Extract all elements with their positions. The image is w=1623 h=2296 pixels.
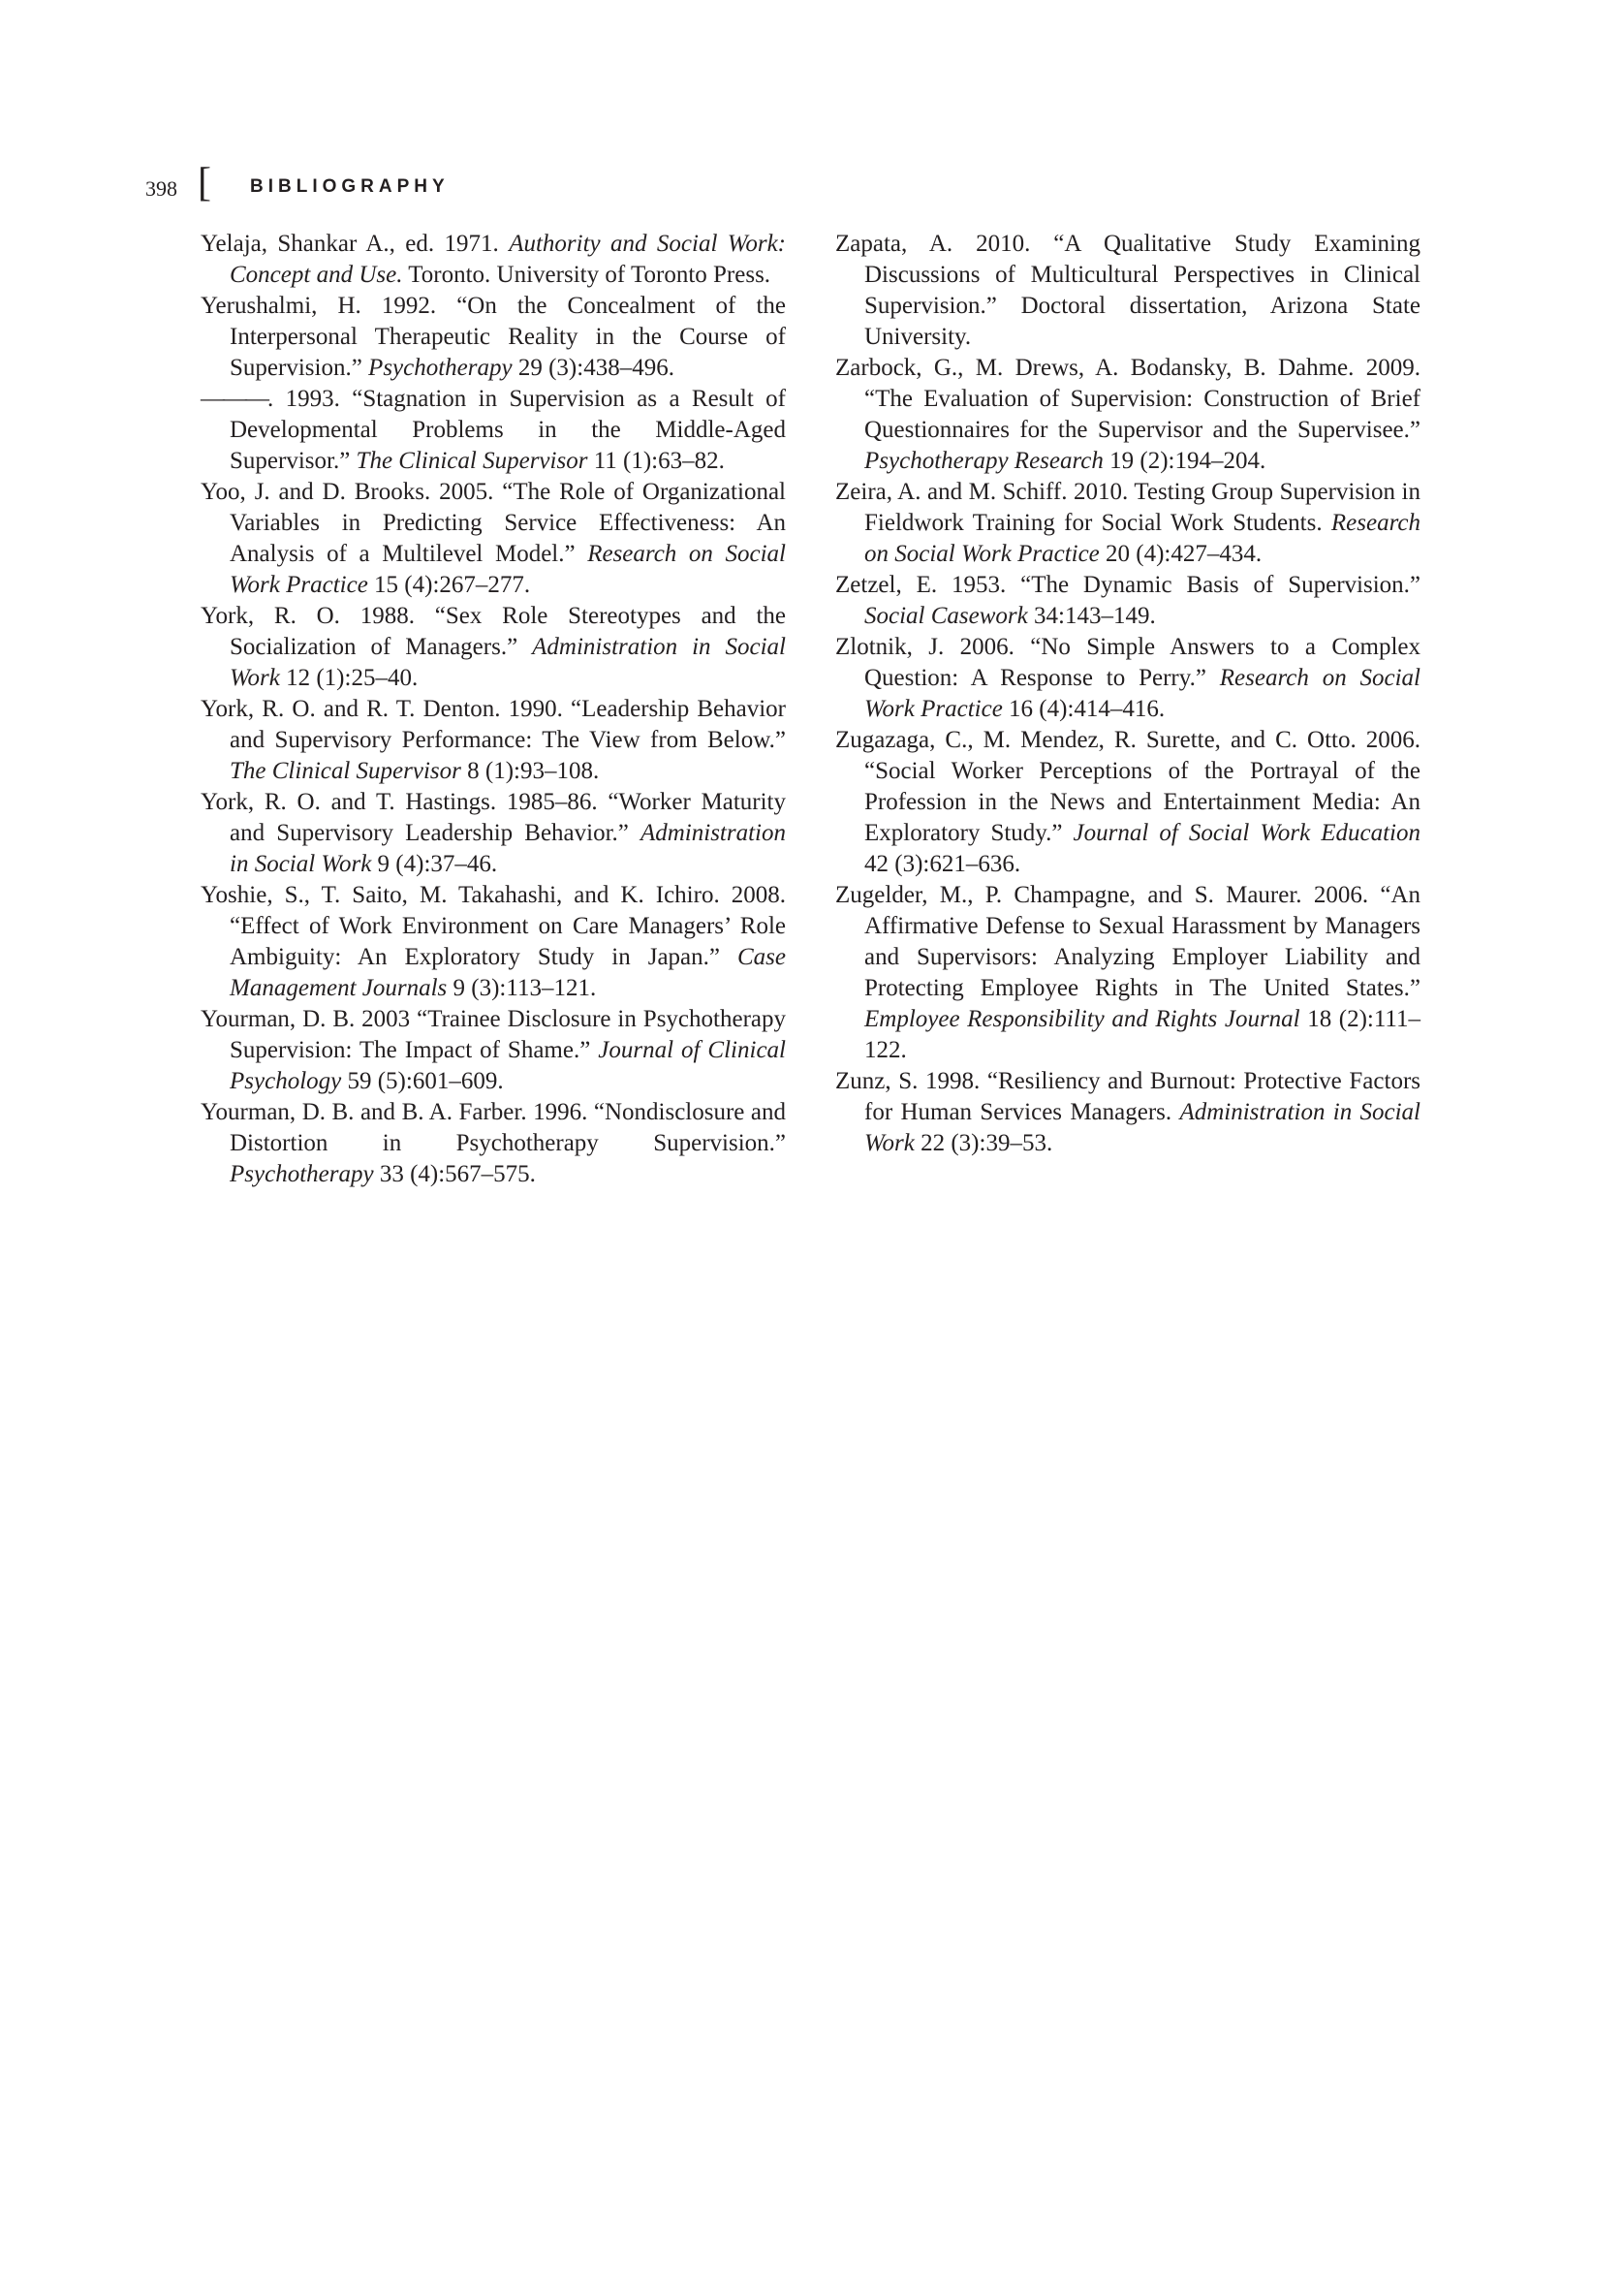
entry-text: Zlotnik, J. 2006. “No Simple Answers to a Complex Question: A Response to Perry.” (835, 634, 1420, 691)
entry-text: 34:143–149. (1027, 603, 1156, 629)
entry-source-title: Research on Social Work Practice (864, 510, 1420, 567)
bibliography-entry (835, 570, 1420, 632)
entry-text: Toronto. University of Toronto Press. (402, 262, 771, 288)
entry-source-title: Social Casework (864, 603, 1028, 629)
entry-source-title: Administration in Social Work (230, 820, 786, 877)
bibliography-entry (201, 880, 786, 1004)
section-title: BIBLIOGRAPHY (250, 176, 450, 197)
entry-text: 42 (3):621–636. (864, 851, 1021, 877)
entry-text: York, R. O. and R. T. Denton. 1990. “Leadership Behavior and Supervisory Performance: The View from Below.” (201, 696, 786, 753)
entry-text: 12 (1):25–40. (279, 665, 419, 691)
bibliography-entry (201, 1097, 786, 1190)
bibliography-entry (201, 1004, 786, 1097)
entry-text: 18 (2):111–122. (864, 1006, 1420, 1063)
bibliography-entry (835, 1066, 1420, 1159)
bibliography-entry (835, 353, 1420, 477)
entry-text: Yerushalmi, H. 1992. “On the Concealment of the Interpersonal Therapeutic Reality in the Course of Supervision.” (201, 293, 786, 381)
bibliography-entry (835, 632, 1420, 725)
entry-text: York, R. O. and T. Hastings. 1985–86. “Worker Maturity and Supervisory Leadership Behavior.” (201, 789, 786, 846)
bibliography-entry (201, 787, 786, 880)
entry-source-title: Case Management Journals (230, 944, 786, 1001)
entry-text: 11 (1):63–82. (587, 448, 725, 474)
entry-text: Yoo, J. and D. Brooks. 2005. “The Role of Organizational Variables in Predicting Service Effectiveness: An Analysis of a Multilevel Model.” (201, 479, 786, 567)
entry-text: Yelaja, Shankar A., ed. 1971. (201, 231, 510, 257)
bibliography-entry (201, 601, 786, 694)
entry-source-title: Employee Responsibility and Rights Journal (864, 1006, 1300, 1032)
entry-text: Yoshie, S., T. Saito, M. Takahashi, and K. Ichiro. 2008. “Effect of Work Environment on Care Managers’ Role Ambiguity: An Exploratory Study in Japan.” (201, 882, 786, 970)
entry-source-title: Research on Social Work Practice (864, 665, 1421, 722)
entry-text: Yourman, D. B. 2003 “Trainee Disclosure in Psychotherapy Supervision: The Impact of Shame.” (201, 1006, 786, 1063)
entry-text: 33 (4):567–575. (373, 1161, 536, 1187)
entry-source-title: Psychotherapy (368, 355, 513, 381)
bibliography-entry (201, 694, 786, 787)
entry-source-title: Psychotherapy Research (864, 448, 1104, 474)
bibliography-entry (835, 880, 1420, 1066)
entry-text: 22 (3):39–53. (914, 1130, 1053, 1156)
entry-text: Zeira, A. and M. Schiff. 2010. Testing Group Supervision in Fieldwork Training for Social Work Students. (835, 479, 1420, 536)
repeat-author-dash: ——— (201, 386, 267, 412)
bibliography-entry (201, 229, 786, 291)
entry-source-title: Journal of Clinical Psychology (230, 1037, 786, 1094)
bibliography-entry (835, 725, 1420, 880)
entry-text: 9 (4):37–46. (371, 851, 498, 877)
entry-source-title: Administration in Social Work (230, 634, 786, 691)
entry-text: 29 (3):438–496. (512, 355, 674, 381)
entry-text: 59 (5):601–609. (341, 1068, 504, 1094)
entry-text: 9 (3):113–121. (447, 975, 597, 1001)
entry-text: Yourman, D. B. and B. A. Farber. 1996. “Nondisclosure and Distortion in Psychotherapy Supervision.” (201, 1099, 786, 1156)
entry-source-title: Authority and Social Work: Concept and Use. (230, 231, 786, 288)
entry-text: Zugelder, M., P. Champagne, and S. Maurer. 2006. “An Affirmative Defense to Sexual Harassment by Managers and Supervisors: Analyzing Employer Liability and Protecting Employee Rights in The United States.” (835, 882, 1420, 1001)
bibliography-entry (201, 291, 786, 384)
entry-text: 15 (4):267–277. (367, 572, 531, 598)
entry-source-title: Administration in Social Work (864, 1099, 1420, 1156)
entry-text: Zugazaga, C., M. Mendez, R. Surette, and C. Otto. 2006. “Social Worker Perceptions of the Portrayal of the Profession in the News and Entertainment Media: An Exploratory Study.” (835, 727, 1420, 846)
page-number: 398 (145, 176, 177, 201)
bibliography-column-right (835, 229, 1420, 1159)
entry-text: Zapata, A. 2010. “A Qualitative Study Examining Discussions of Multicultural Perspectives in Clinical Supervision.” Doctoral dissertation, Arizona State University. (835, 231, 1420, 350)
entry-source-title: The Clinical Supervisor (230, 758, 461, 784)
bibliography-entry (201, 384, 786, 477)
bibliography-entry (835, 477, 1420, 570)
entry-text: 19 (2):194–204. (1103, 448, 1266, 474)
bibliography-entry (201, 477, 786, 601)
entry-text: 20 (4):427–434. (1099, 541, 1263, 567)
entry-text: Zunz, S. 1998. “Resiliency and Burnout: Protective Factors for Human Services Managers. (835, 1068, 1420, 1125)
bracket-ornament: [ (198, 161, 211, 205)
entry-source-title: Research on Social Work Practice (230, 541, 786, 598)
entry-source-title: The Clinical Supervisor (356, 448, 588, 474)
entry-text: York, R. O. 1988. “Sex Role Stereotypes and the Socialization of Managers.” (201, 603, 786, 660)
entry-text: Zarbock, G., M. Drews, A. Bodansky, B. Dahme. 2009. “The Evaluation of Supervision: Construction of Brief Questionnaires for the Supervisor and the Supervisee.” (835, 355, 1420, 443)
bibliography-entry (835, 229, 1420, 353)
entry-source-title: Journal of Social Work Education (1073, 820, 1420, 846)
entry-text: 8 (1):93–108. (460, 758, 600, 784)
entry-text: Zetzel, E. 1953. “The Dynamic Basis of Supervision.” (835, 572, 1420, 598)
entry-text: . 1993. “Stagnation in Supervision as a Result of Developmental Problems in the Middle-Aged Supervisor.” (230, 386, 786, 474)
entry-source-title: Psychotherapy (230, 1161, 374, 1187)
bibliography-column-left (201, 229, 786, 1190)
entry-text: 16 (4):414–416. (1002, 696, 1166, 722)
